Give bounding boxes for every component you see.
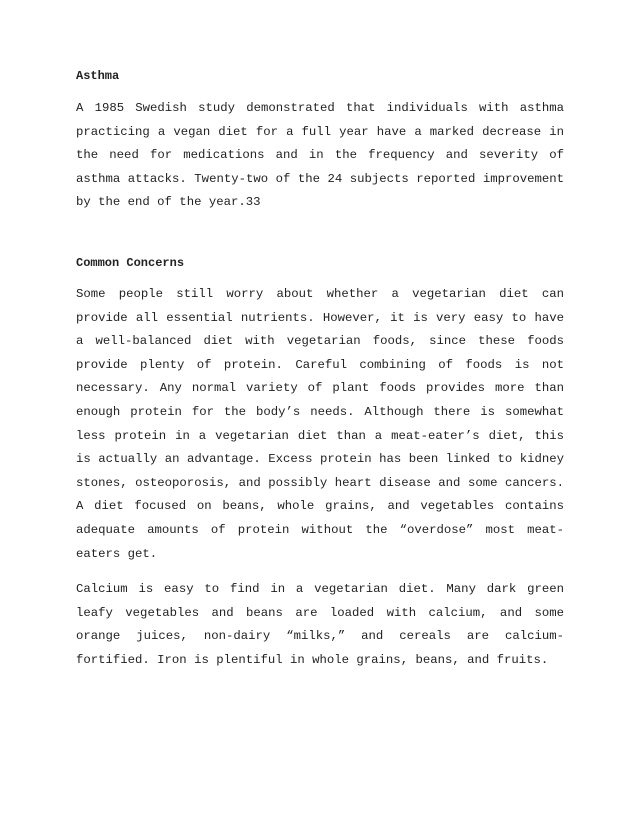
asthma-heading: Asthma xyxy=(76,69,120,83)
calcium-paragraph: Calcium is easy to find in a vegetarian diet. Many dark green leafy vegetables and beans are loaded with calcium, and some orange juices, non-dairy “milks,” and cereals are calcium-fortified. Iron is plentiful in whole grains, beans, and fruits. xyxy=(76,582,564,667)
common-concerns-heading: Common Concerns xyxy=(76,256,185,270)
asthma-paragraph: A 1985 Swedish study demonstrated that individuals with asthma practicing a vegan diet for a full year have a marked decrease in the need for medications and in the frequency and severity of asthma attacks. Twenty-two of the 24 subjects reported improvement by the end of the year.33 xyxy=(76,101,564,210)
common-concerns-paragraph: Some people still worry about whether a vegetarian diet can provide all essential nutrients. However, it is very easy to have a well-balanced diet with vegetarian foods, since these foods provide plenty of protein. Careful combining of foods is not necessary. Any normal variety of plant foods provides more than enough protein for the body’s needs. Although there is somewhat less protein in a vegetarian diet than a meat-eater’s diet, this is actually an advantage. Excess protein has been linked to kidney stones, osteoporosis, and possibly heart disease and some cancers. A diet focused on beans, whole grains, and vegetables contains adequate amounts of protein without the “overdose” most meat-eaters get. xyxy=(76,287,564,561)
